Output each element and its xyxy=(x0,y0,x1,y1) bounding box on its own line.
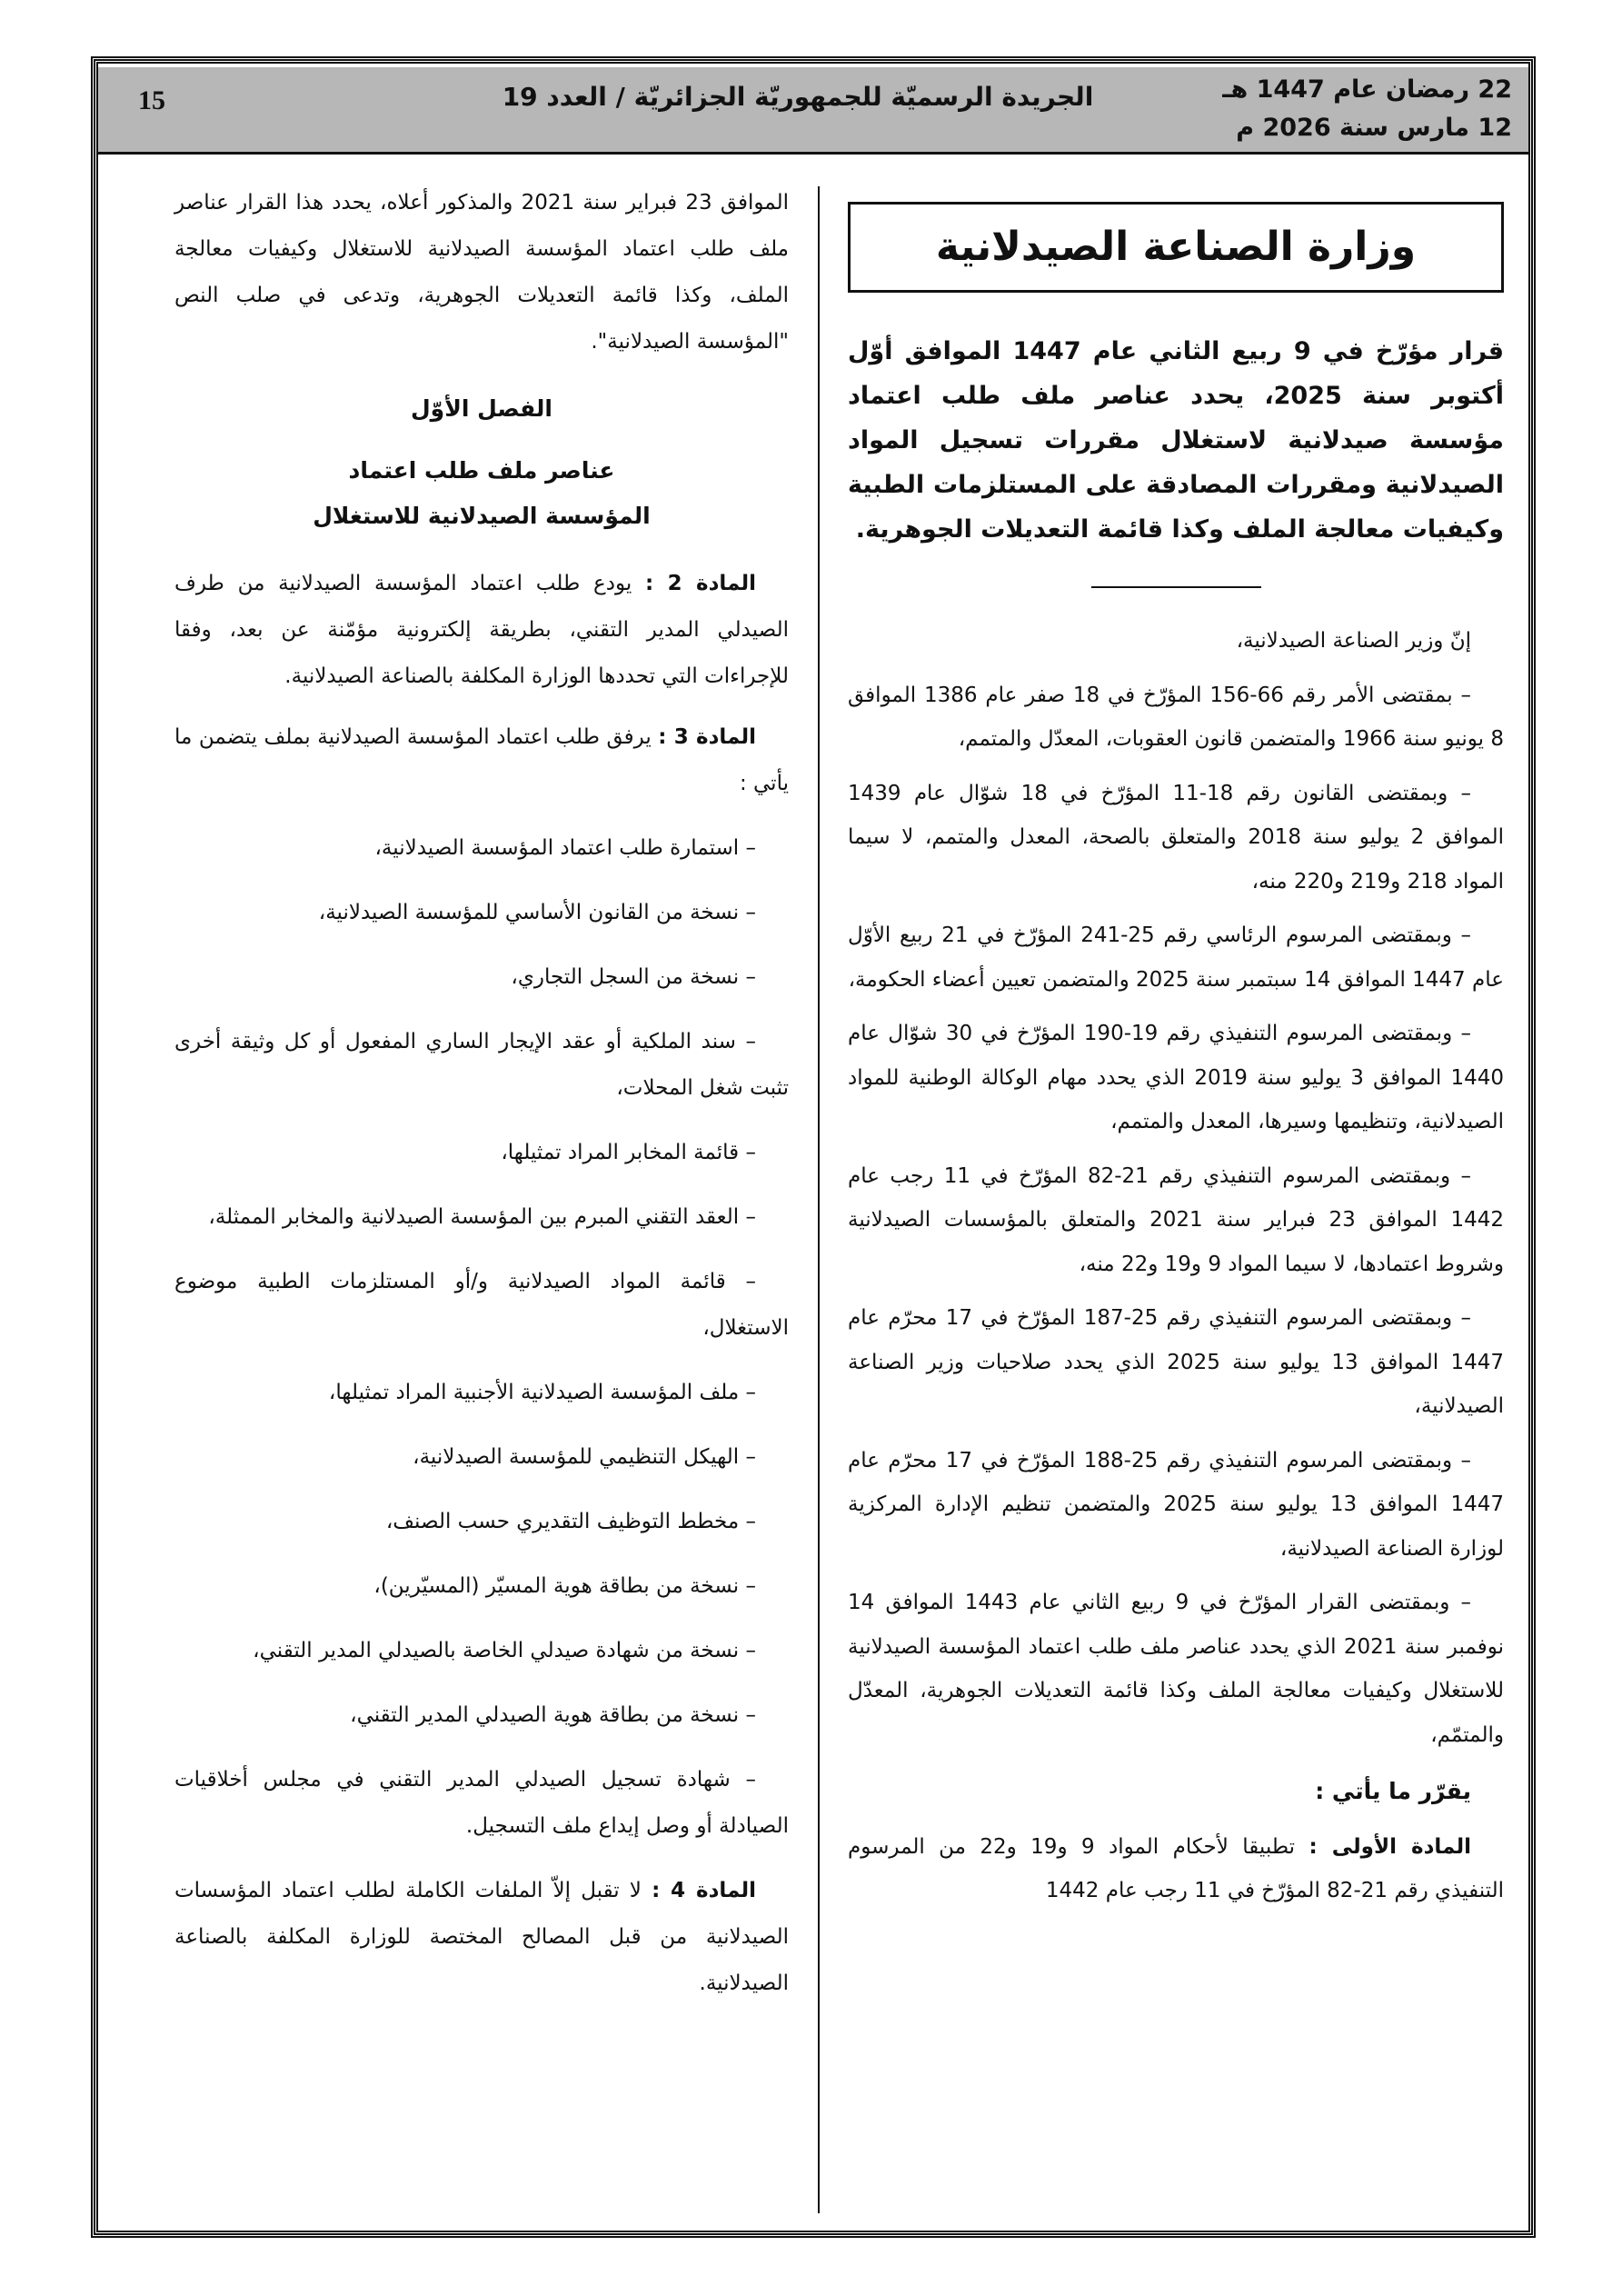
decision-title: قرار مؤرّخ في 9 ربيع الثاني عام 1447 الموافق أوّل أكتوبر سنة 2025، يحدد عناصر ملف طلب اعتماد مؤسسة صيدلانية لاستغلال مقررات تسجيل المواد الصيدلانية ومقررات المصادقة على المستلزمات الطبية وكيفيات معالجة الملف وكذا قائمة التعديلات الجوهرية. xyxy=(848,337,1505,544)
list-item: – قائمة المواد الصيدلانية و/أو المستلزمات الطبية موضوع الاستغلال، xyxy=(174,1270,789,1340)
article-1 xyxy=(848,1825,1504,1913)
list-item: – نسخة من القانون الأساسي للمؤسسة الصيدلانية، xyxy=(318,901,756,924)
gazette-header xyxy=(98,67,1528,155)
decides-heading: يقرّر ما يأتي : xyxy=(1315,1778,1471,1804)
recital: – وبمقتضى المرسوم التنفيذي رقم 21-82 المؤرّخ في 11 رجب عام 1442 الموافق 23 فبراير سنة 2021 والمتعلق بالمؤسسات الصيدلانية وشروط اعتمادها، لا سيما المواد 9 و19 و22 منه، xyxy=(848,1163,1504,1276)
date-gregorian: 12 مارس سنة 2026 م xyxy=(1236,114,1512,142)
list-item: – قائمة المخابر المراد تمثيلها، xyxy=(501,1141,756,1164)
article-label: المادة الأولى : xyxy=(1309,1834,1471,1859)
list-item: – نسخة من بطاقة هوية المسيّر (المسيّرين)، xyxy=(373,1574,756,1598)
page-number: 15 xyxy=(138,85,165,115)
right-column xyxy=(848,202,1504,1923)
recital: – وبمقتضى المرسوم التنفيذي رقم 25-187 المؤرّخ في 17 محرّم عام 1447 الموافق 13 يوليو سنة 2025 الذي يحدد صلاحيات وزير الصناعة الصيدلانية، xyxy=(848,1306,1505,1418)
chapter-title xyxy=(174,448,789,539)
date-hijri: 22 رمضان عام 1447 هـ xyxy=(1222,75,1512,104)
list-item: – نسخة من السجل التجاري، xyxy=(511,965,756,989)
left-column xyxy=(174,180,789,2021)
continuation: الموافق 23 فبراير سنة 2021 والمذكور أعلاه، يحدد هذا القرار عناصر ملف طلب اعتماد المؤسسة الصيدلانية للاستغلال وكيفيات معالجة الملف، وكذا قائمة التعديلات الجوهرية، وتدعى في صلب النص "المؤسسة الصيدلانية". xyxy=(174,191,789,354)
ministry-title: وزارة الصناعة الصيدلانية xyxy=(848,202,1504,293)
chapter-title-line: عناصر ملف طلب اعتماد xyxy=(348,457,615,484)
list-item: – الهيكل التنظيمي للمؤسسة الصيدلانية، xyxy=(413,1445,756,1469)
recital: – وبمقتضى المرسوم التنفيذي رقم 25-188 المؤرّخ في 17 محرّم عام 1447 الموافق 13 يوليو سنة 2025 والمتضمن تنظيم الإدارة المركزية لوزارة الصناعة الصيدلانية، xyxy=(848,1448,1505,1561)
column-divider xyxy=(818,186,820,2213)
chapter-heading: الفصل الأوّل xyxy=(410,395,553,422)
article-label: المادة 3 : xyxy=(658,725,756,749)
recital: – وبمقتضى القرار المؤرّخ في 9 ربيع الثاني عام 1443 الموافق 14 نوفمبر سنة 2021 الذي يحدد عناصر ملف طلب اعتماد المؤسسة الصيدلانية للاستغلال وكيفيات معالجة الملف وكذا قائمة التعديلات الجوهرية، المعدّل والمتمّم، xyxy=(848,1591,1505,1747)
article-4 xyxy=(174,1868,789,2007)
list-item: – نسخة من شهادة صيدلي الخاصة بالصيدلي المدير التقني، xyxy=(253,1639,756,1662)
list-item: – نسخة من بطاقة هوية الصيدلي المدير التقني، xyxy=(350,1703,756,1727)
article-text: لا تقبل إلاّ الملفات الكاملة لطلب اعتماد المؤسسات الصيدلانية من قبل المصالح المختصة للوزارة المكلفة بالصناعة الصيدلانية. xyxy=(174,1879,789,1995)
intro: إنّ وزير الصناعة الصيدلانية، xyxy=(1236,629,1471,653)
article-label: المادة 4 : xyxy=(652,1879,756,1902)
article-text: يودع طلب اعتماد المؤسسة الصيدلانية من طرف الصيدلي المدير التقني، بطريقة إلكترونية مؤمّنة عن بعد، وفقا للإجراءات التي تحددها الوزارة المكلفة بالصناعة الصيدلانية. xyxy=(174,572,789,688)
article-text: تطبيقا لأحكام المواد 9 و19 و22 من المرسوم التنفيذي رقم 21-82 المؤرّخ في 11 رجب عام 1442 xyxy=(848,1834,1504,1902)
article-3 xyxy=(174,714,789,807)
list-item: – ملف المؤسسة الصيدلانية الأجنبية المراد تمثيلها، xyxy=(328,1381,756,1404)
list-item: – شهادة تسجيل الصيدلي المدير التقني في مجلس أخلاقيات الصيادلة أو وصل إيداع ملف التسجيل. xyxy=(174,1768,789,1838)
recital: – بمقتضى الأمر رقم 66-156 المؤرّخ في 18 صفر عام 1386 الموافق 8 يونيو سنة 1966 والمتضمن قانون العقوبات، المعدّل والمتمم، xyxy=(848,683,1504,751)
chapter-title-line: المؤسسة الصيدلانية للاستغلال xyxy=(313,503,651,529)
recital: – وبمقتضى المرسوم الرئاسي رقم 25-241 المؤرّخ في 21 ربيع الأوّل عام 1447 الموافق 14 سبتمبر سنة 2025 والمتضمن تعيين أعضاء الحكومة، xyxy=(848,923,1504,992)
list-item: – استمارة طلب اعتماد المؤسسة الصيدلانية، xyxy=(374,836,756,860)
list-item: – سند الملكية أو عقد الإيجار الساري المفعول أو كل وثيقة أخرى تثبت شغل المحلات، xyxy=(174,1030,789,1100)
publication-title: الجريدة الرسميّة للجمهوريّة الجزائريّة / العدد 19 xyxy=(502,82,1094,112)
recital: – وبمقتضى المرسوم التنفيذي رقم 19-190 المؤرّخ في 30 شوّال عام 1440 الموافق 3 يوليو سنة 2019 الذي يحدد مهام الوكالة الوطنية للمواد الصيدلانية، وتنظيمها وسيرها، المعدل والمتمم، xyxy=(848,1022,1504,1133)
recital: – وبمقتضى القانون رقم 18-11 المؤرّخ في 18 شوّال عام 1439 الموافق 2 يوليو سنة 2018 والمتعلق بالصحة، المعدل والمتمم، لا سيما المواد 218 و219 و220 منه، xyxy=(848,781,1504,893)
list-item: – مخطط التوظيف التقديري حسب الصنف، xyxy=(385,1510,756,1533)
issue-date xyxy=(1222,71,1512,147)
list-item: – العقد التقني المبرم بين المؤسسة الصيدلانية والمخابر الممثلة، xyxy=(208,1205,756,1229)
separator-rule xyxy=(1091,586,1261,588)
article-2 xyxy=(174,561,789,700)
article-text: يرفق طلب اعتماد المؤسسة الصيدلانية بملف يتضمن ما يأتي : xyxy=(174,725,789,795)
article-label: المادة 2 : xyxy=(644,572,756,595)
